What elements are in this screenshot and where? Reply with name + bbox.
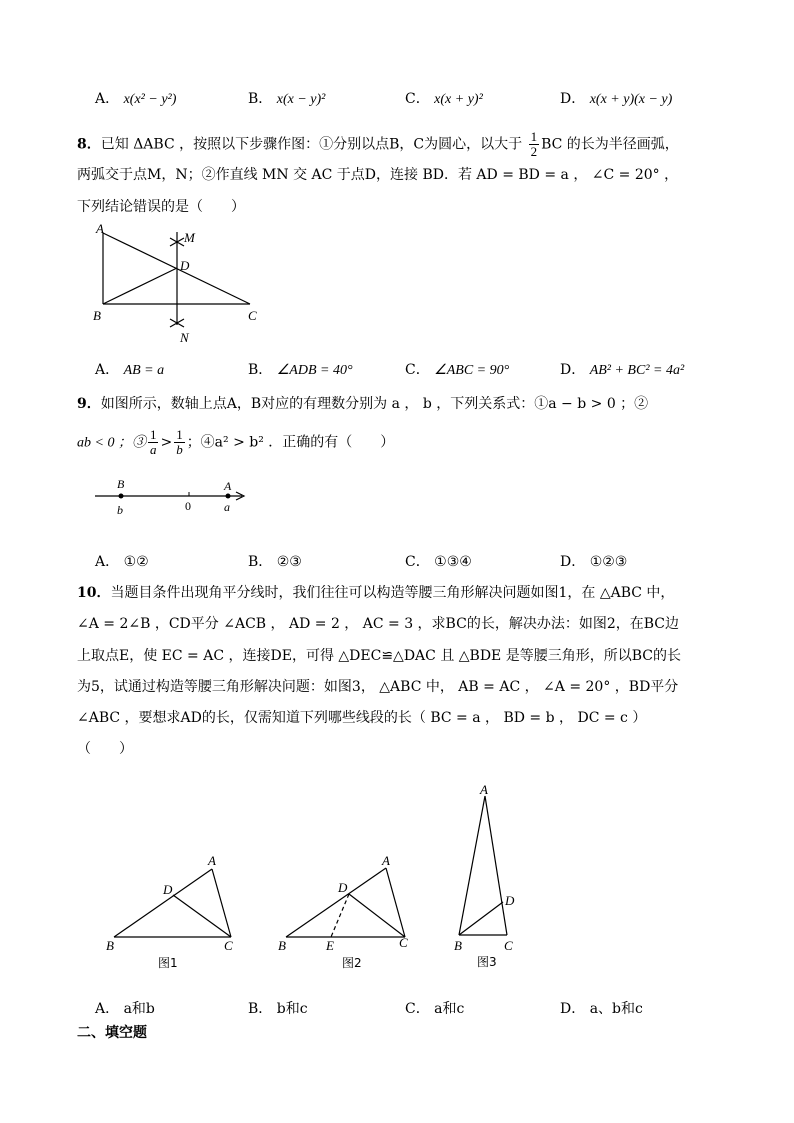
q9-fraction-1b: $\frac{1}{b}$ — [176, 427, 183, 457]
q8-figure — [88, 220, 278, 350]
q9-option-b: B． ②③ — [248, 554, 302, 570]
q7-option-d: D． x(x + y)(x − y) — [560, 91, 673, 107]
q8-label-d: D — [180, 258, 190, 273]
fig3-label-b: B — [454, 938, 462, 953]
q8-option-b: B． ∠ADB = 40° — [248, 362, 353, 378]
fig3-label-c: C — [504, 938, 513, 953]
q8-label-m: M — [184, 230, 195, 245]
q8-option-d: D． AB² + BC² = 4a² — [560, 362, 685, 378]
q8-line-2: 两弧交于点M，N；②作直线 MN 交 AC 于点D，连接 BD．若 AD = BD = a ， ∠C = 20° ， — [77, 167, 679, 183]
q9-label-a: A — [224, 479, 232, 493]
fig3-seg-ac — [485, 796, 507, 935]
fig1-seg-ac — [212, 869, 231, 937]
q10-option-d: D． a、b和c — [560, 1001, 643, 1017]
fig2-label-e: E — [326, 938, 334, 953]
q8-label-n: N — [180, 330, 189, 345]
q10-option-b: B． b和c — [248, 1001, 308, 1017]
q8-seg-bd — [103, 268, 177, 304]
q10-line-3: 上取点E，使 EC = AC ，连接DE，可得 △DEC≌△DAC 且 △BDE 是等腰三角形，所以BC的长 — [77, 648, 681, 664]
q9-label-b-lower: b — [117, 503, 123, 517]
q10-figure-1 — [100, 850, 250, 975]
fig3-label-d: D — [505, 893, 515, 908]
fig2-label-c: C — [399, 935, 408, 950]
fig2-label-d: D — [338, 880, 348, 895]
q8-fraction: $\frac{1}{2}$ — [530, 129, 538, 159]
q8-line-3: 下列结论错误的是（ ） — [77, 199, 245, 215]
q7-option-a: A． x(x² − y²) — [95, 91, 177, 107]
q10-line-4: 为5，试通过构造等腰三角形解决问题：如图3， △ABC 中， AB = AC ， ∠A = 20° ，BD平分 — [77, 679, 679, 695]
q8-option-a: A． AB = a — [95, 362, 165, 378]
fig3-seg-ab — [459, 796, 485, 935]
fig1-caption: 图1 — [158, 956, 178, 970]
fig1-label-b: B — [106, 938, 114, 953]
q10-figure-3 — [445, 780, 535, 970]
q9-option-c: C． ①③④ — [405, 554, 472, 570]
q10-option-c: C． a和c — [405, 1001, 465, 1017]
fig2-label-b: B — [278, 938, 286, 953]
q7-option-c: C． x(x + y)² — [405, 91, 483, 107]
fig2-seg-ac — [386, 868, 405, 937]
q9-point-b — [119, 494, 124, 499]
q9-fraction-1a: $\frac{1}{a}$ — [149, 427, 157, 457]
fig1-label-c: C — [224, 938, 233, 953]
q8-label-c: C — [248, 308, 257, 323]
fig3-seg-bd — [459, 902, 503, 935]
fig1-seg-cd — [173, 895, 231, 937]
q9-option-d: D． ①②③ — [560, 554, 628, 570]
q9-option-a: A． ①② — [95, 554, 149, 570]
q10-line-6: （ ） — [77, 741, 133, 757]
q10-line-1: 10．当题目条件出现角平分线时，我们往往可以构造等腰三角形解决问题如图1，在 △ABC 中， — [77, 585, 675, 601]
q8-label-a: A — [96, 221, 104, 236]
q9-label-zero: 0 — [185, 499, 191, 513]
q10-figure-2 — [275, 850, 425, 975]
fig1-label-d: D — [163, 882, 173, 897]
q8-option-c: C． ∠ABC = 90° — [405, 362, 510, 378]
q9-point-a — [226, 494, 231, 499]
fig1-seg-ba — [114, 869, 212, 937]
fig2-caption: 图2 — [342, 956, 362, 970]
fig1-label-a: A — [208, 853, 216, 868]
q8-label-b: B — [93, 308, 101, 323]
q7-option-b: B． x(x − y)² — [248, 91, 326, 107]
fig2-seg-ba — [286, 868, 386, 937]
q9-number-line — [90, 476, 260, 521]
fig3-caption: 图3 — [477, 955, 497, 969]
fig2-label-a: A — [382, 853, 390, 868]
q9-label-a-lower: a — [224, 500, 230, 514]
q9-label-b: B — [117, 477, 125, 491]
fig2-seg-cd — [349, 894, 405, 937]
q10-line-5: ∠ABC ，要想求AD的长，仅需知道下列哪些线段的长（ BC = a ， BD = b ， DC = c ） — [77, 710, 647, 726]
q9-line-1: 9．如图所示，数轴上点A，B对应的有理数分别为 a ， b ，下列关系式：①a − b > 0 ；② — [77, 396, 649, 412]
q8-line-1: 8．已知 ΔABC ，按照以下步骤作图：①分别以点B，C为圆心，以大于 $\frac{1}{2}$ BC 的长为半径画弧， — [77, 129, 679, 159]
q9-line-2: ab < 0 ；③ $\frac{1}{a}$ > $\frac{1}{b}$ ；④a² > b² ．正确的有（ ） — [77, 427, 395, 457]
q10-option-a: A． a和b — [95, 1001, 155, 1017]
section-heading-fill-in: 二、填空题 — [77, 1025, 147, 1041]
q10-line-2: ∠A = 2∠B ，CD平分 ∠ACB ， AD = 2 ， AC = 3 ，求BC的长，解决办法：如图2，在BC边 — [77, 616, 679, 632]
fig3-label-a: A — [480, 782, 488, 797]
